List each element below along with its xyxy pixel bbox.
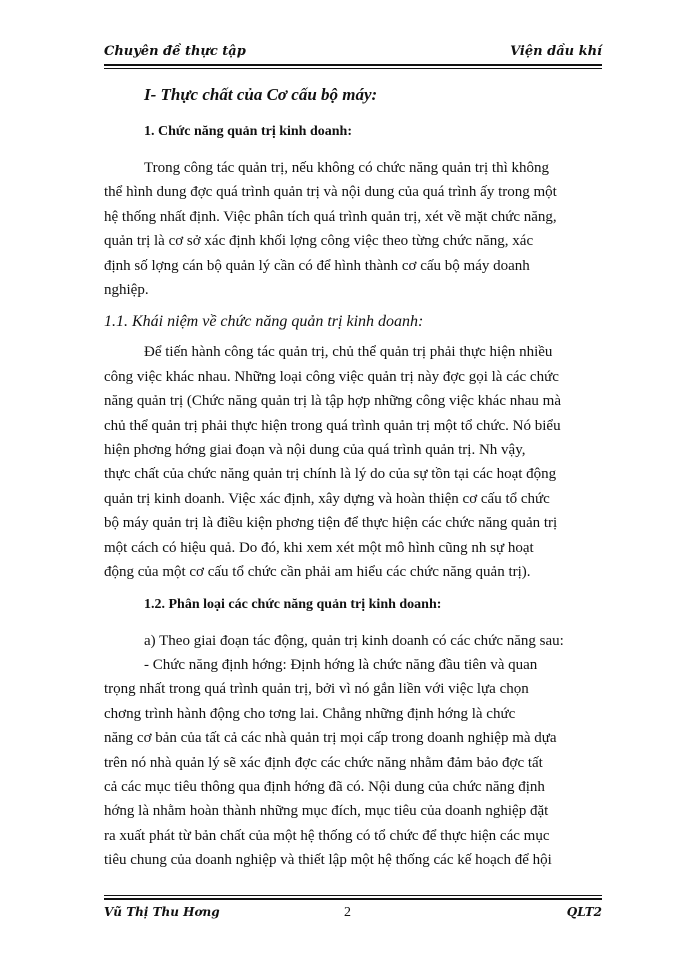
header-right: Viện dầu khí [510, 44, 602, 59]
paragraph-line: thực chất của chức năng quản trị chính là lý do của sự tồn tại các hoạt động [104, 466, 557, 483]
paragraph-line: công việc khác nhau. Những loại công việc quản trị này đợc gọi là các chức [104, 368, 559, 385]
paragraph-line: trọng nhất trong quá trình quản trị, bởi vì nó gắn liền với việc lựa chọn [104, 681, 529, 698]
subsection-1-1-title: 1.1. Khái niệm về chức năng quản trị kinh doanh: [104, 313, 424, 331]
paragraph-line: Để tiến hành công tác quản trị, chủ thể quản trị phải thực hiện nhiều [144, 344, 553, 361]
footer-class: QLT2 [566, 905, 602, 919]
paragraph-line: hớng là nhằm hoàn thành những mục đích, mục tiêu của doanh nghiệp đặt [104, 803, 549, 820]
footer-rule [104, 898, 602, 900]
section-title: I- Thực chất của Cơ cấu bộ máy: [144, 85, 378, 104]
paragraph-3 [104, 629, 602, 873]
paragraph-line: trên nó nhà quản lý sẽ xác định đợc các chức năng nhằm đảm bảo đợc tất [104, 754, 543, 771]
footer-rule-thin [104, 895, 602, 896]
paragraph-intro: a) Theo giai đoạn tác động, quản trị kinh doanh có các chức năng sau: [144, 632, 564, 649]
paragraph-line: động của một cơ cấu tổ chức cần phải am hiểu các chức năng quản trị). [104, 564, 531, 581]
header-rule-thin [104, 68, 602, 69]
header-left: Chuyên đề thực tập [104, 44, 246, 59]
paragraph-line: - Chức năng định hớng: Định hớng là chức năng đầu tiên và quan [144, 656, 538, 673]
paragraph-line: nghiệp. [104, 282, 149, 299]
paragraph-line: chơng trình hành động cho tơng lai. Chẳng những định hớng là chức [104, 705, 516, 722]
paragraph-line: năng quản trị (Chức năng quản trị là tập hợp những công việc khác nhau mà [104, 393, 561, 410]
paragraph-line: bộ máy quản trị là điều kiện phơng tiện để thực hiện các chức năng quản trị [104, 515, 558, 532]
page-header [104, 44, 602, 62]
page-footer [104, 905, 602, 923]
subsection-1-title: 1. Chức năng quản trị kinh doanh: [144, 124, 352, 139]
subsection-1-2-title: 1.2. Phân loại các chức năng quản trị kinh doanh: [144, 596, 442, 612]
paragraph-line: một cách có hiệu quả. Do đó, khi xem xét một mô hình cũng nh sự hoạt [104, 539, 534, 556]
paragraph-line: năng cơ bản của tất cả các nhà quản trị mọi cấp trong doanh nghiệp mà dựa [104, 730, 557, 747]
header-rule [104, 64, 602, 66]
paragraph-line: định số lợng cán bộ quản lý cần có để hình thành cơ cấu bộ máy doanh [104, 257, 530, 274]
paragraph-line: tiêu chung của doanh nghiệp và thiết lập một hệ thống các kế hoạch để hội [104, 852, 552, 869]
footer-author: Vũ Thị Thu Hơng [104, 905, 220, 919]
paragraph-line: hiện phơng hớng giai đoạn và nội dung của quá trình quản trị. Nh vậy, [104, 442, 526, 459]
paragraph-line: hệ thống nhất định. Việc phân tích quá trình quản trị, xét về mặt chức năng, [104, 208, 557, 225]
paragraph-line: chủ thể quản trị phải thực hiện trong quá trình quản trị một tổ chức. Nó biểu [104, 417, 561, 434]
paragraph-line: quản trị là cơ sở xác định khối lợng công việc theo từng chức năng, xác [104, 233, 534, 250]
paragraph-line: cả các mục tiêu thông qua định hớng đã có. Nội dung của chức năng định [104, 778, 545, 795]
paragraph-line: quản trị kinh doanh. Việc xác định, xây dựng và hoàn thiện cơ cấu tổ chức [104, 490, 550, 507]
paragraph-line: Trong công tác quản trị, nếu không có chức năng quản trị thì không [144, 160, 549, 176]
document-body [104, 84, 602, 873]
paragraph-line: ra xuất phát từ bản chất của một hệ thống có tổ chức để thực hiện các mục [104, 827, 550, 844]
paragraph-2 [104, 340, 602, 584]
paragraph-line: thể hình dung đợc quá trình quản trị và nội dung của quá trình ấy trong một [104, 184, 557, 201]
page-number: 2 [344, 905, 351, 920]
paragraph-1 [104, 156, 602, 302]
